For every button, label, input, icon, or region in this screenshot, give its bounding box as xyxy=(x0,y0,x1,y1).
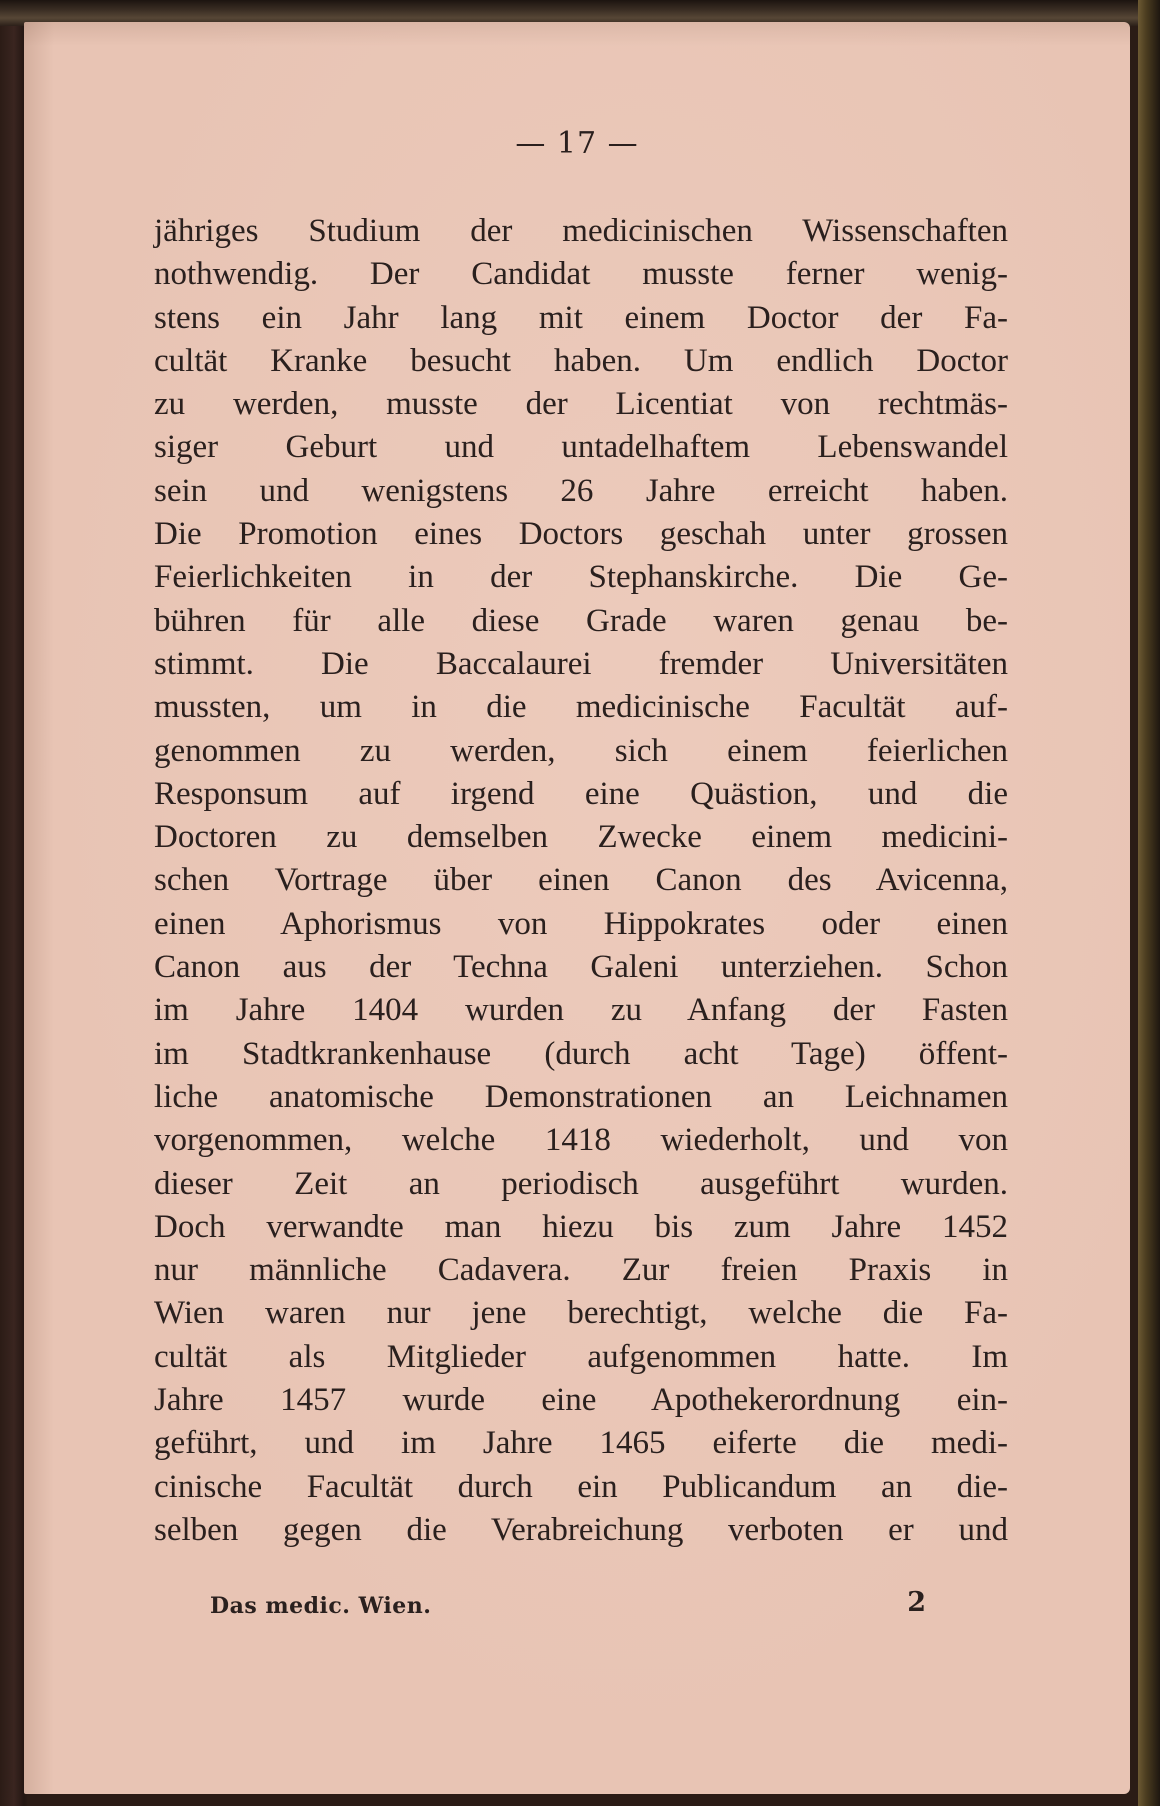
footer-book-title: Das medic. Wien. xyxy=(210,1593,432,1619)
book-cover-edge xyxy=(1138,0,1160,1806)
text-line: geführt, und im Jahre 1465 eiferte die medi- xyxy=(154,1425,1008,1462)
text-line: im Jahre 1404 wurden zu Anfang der Fasten xyxy=(154,992,1008,1029)
page-header: — 17 — xyxy=(515,126,639,161)
text-line: Responsum auf irgend eine Quästion, und die xyxy=(154,775,1008,812)
text-line: cinische Facultät durch ein Publicandum an die- xyxy=(154,1468,1008,1505)
text-line: nur männliche Cadavera. Zur freien Praxis in xyxy=(154,1252,1008,1289)
text-line: Die Promotion eines Doctors geschah unter grossen xyxy=(154,516,1008,553)
text-line: vorgenommen, welche 1418 wiederholt, und von xyxy=(154,1122,1008,1159)
text-line: dieser Zeit an periodisch ausgeführt wurden. xyxy=(154,1165,1008,1202)
text-line: im Stadtkrankenhause (durch acht Tage) öffent- xyxy=(154,1035,1008,1072)
text-line: schen Vortrage über einen Canon des Avicenna, xyxy=(154,862,1008,899)
text-line: sein und wenigstens 26 Jahre erreicht haben. xyxy=(154,472,1008,509)
text-line: liche anatomische Demonstrationen an Leichnamen xyxy=(154,1078,1008,1115)
text-line: selben gegen die Verabreichung verboten er und xyxy=(154,1511,1008,1548)
text-line: Doctoren zu demselben Zwecke einem medicini- xyxy=(154,819,1008,856)
footer-signature-mark: 2 xyxy=(907,1587,926,1618)
page-sheet xyxy=(24,22,1130,1794)
body-text xyxy=(154,210,1008,1552)
text-line: bühren für alle diese Grade waren genau be- xyxy=(154,602,1008,639)
text-line: nothwendig. Der Candidat musste ferner wenig- xyxy=(154,256,1008,293)
text-line: einen Aphorismus von Hippokrates oder einen xyxy=(154,905,1008,942)
text-line: jähriges Studium der medicinischen Wissenschaften xyxy=(154,213,1008,249)
page-footer xyxy=(210,1585,926,1621)
text-line: cultät Kranke besucht haben. Um endlich Doctor xyxy=(154,342,1008,379)
text-line: stimmt. Die Baccalaurei fremder Universitäten xyxy=(154,645,1008,682)
text-line: genommen zu werden, sich einem feierlichen xyxy=(154,732,1008,769)
text-line: mussten, um in die medicinische Facultät auf- xyxy=(154,689,1008,726)
text-line: Jahre 1457 wurde eine Apothekerordnung ein- xyxy=(154,1382,1008,1419)
text-line: Canon aus der Techna Galeni unterziehen. Schon xyxy=(154,949,1008,986)
text-line: Doch verwandte man hiezu bis zum Jahre 1452 xyxy=(154,1208,1008,1245)
text-line: siger Geburt und untadelhaftem Lebenswandel xyxy=(154,429,1008,466)
text-line: Feierlichkeiten in der Stephanskirche. Die Ge- xyxy=(154,559,1008,596)
text-line: Wien waren nur jene berechtigt, welche die Fa- xyxy=(154,1295,1008,1332)
text-line: cultät als Mitglieder aufgenommen hatte. Im xyxy=(154,1338,1008,1375)
text-line: zu werden, musste der Licentiat von rechtmäs- xyxy=(154,386,1008,423)
text-line: stens ein Jahr lang mit einem Doctor der Fa- xyxy=(154,299,1008,336)
